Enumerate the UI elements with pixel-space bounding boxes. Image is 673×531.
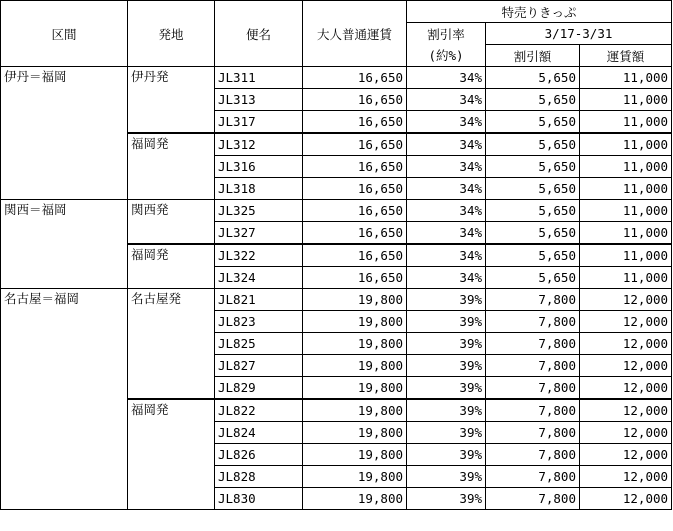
discount-rate: 34% (407, 89, 486, 111)
flight-number: JL821 (215, 289, 303, 311)
discount-amount: 7,800 (486, 355, 580, 377)
discount-rate: 39% (407, 289, 486, 311)
discount-rate: 34% (407, 178, 486, 200)
flight-number: JL828 (215, 466, 303, 488)
discount-amount: 7,800 (486, 444, 580, 466)
flight-number: JL829 (215, 377, 303, 400)
header-period: 3/17-3/31 (486, 23, 672, 45)
discount-amount: 7,800 (486, 466, 580, 488)
flight-number: JL316 (215, 156, 303, 178)
fare-amount: 12,000 (580, 444, 672, 466)
table-row (1, 289, 672, 311)
fare-amount: 11,000 (580, 89, 672, 111)
discount-rate: 39% (407, 355, 486, 377)
header-discount-rate-label: 割引率 (427, 26, 465, 42)
flight-number: JL826 (215, 444, 303, 466)
header-origin: 発地 (128, 1, 215, 67)
flight-number: JL827 (215, 355, 303, 377)
discount-rate: 34% (407, 156, 486, 178)
flight-number: JL322 (215, 244, 303, 267)
header-discount-amount: 割引額 (486, 45, 580, 67)
discount-rate: 39% (407, 466, 486, 488)
adult-fare: 16,650 (303, 67, 407, 89)
fare-amount: 12,000 (580, 333, 672, 355)
adult-fare: 19,800 (303, 333, 407, 355)
fare-amount: 12,000 (580, 355, 672, 377)
fare-amount: 12,000 (580, 488, 672, 510)
discount-rate: 34% (407, 67, 486, 89)
discount-rate: 34% (407, 222, 486, 245)
adult-fare: 16,650 (303, 111, 407, 134)
flight-number: JL311 (215, 67, 303, 89)
discount-rate: 39% (407, 422, 486, 444)
flight-number: JL312 (215, 133, 303, 156)
discount-rate: 39% (407, 444, 486, 466)
adult-fare: 19,800 (303, 466, 407, 488)
adult-fare: 16,650 (303, 89, 407, 111)
discount-amount: 7,800 (486, 333, 580, 355)
discount-amount: 7,800 (486, 399, 580, 422)
adult-fare: 16,650 (303, 200, 407, 222)
fare-amount: 11,000 (580, 244, 672, 267)
discount-amount: 7,800 (486, 488, 580, 510)
header-discount-rate-unit: (約%) (407, 45, 486, 67)
origin-cell: 福岡発 (128, 133, 215, 200)
discount-rate: 39% (407, 488, 486, 510)
fare-amount: 12,000 (580, 377, 672, 400)
discount-amount: 5,650 (486, 111, 580, 134)
discount-rate: 34% (407, 267, 486, 289)
flight-number: JL822 (215, 399, 303, 422)
flight-number: JL318 (215, 178, 303, 200)
adult-fare: 19,800 (303, 399, 407, 422)
fare-amount: 12,000 (580, 422, 672, 444)
discount-amount: 5,650 (486, 133, 580, 156)
adult-fare: 16,650 (303, 222, 407, 245)
discount-amount: 5,650 (486, 200, 580, 222)
flight-number: JL825 (215, 333, 303, 355)
header-section: 区間 (1, 1, 128, 67)
fare-amount: 11,000 (580, 267, 672, 289)
header-special-ticket: 特売りきっぷ (407, 1, 672, 23)
flight-number: JL313 (215, 89, 303, 111)
discount-amount: 7,800 (486, 311, 580, 333)
discount-rate: 34% (407, 244, 486, 267)
header-discount-rate (407, 23, 486, 45)
discount-rate: 34% (407, 133, 486, 156)
adult-fare: 19,800 (303, 311, 407, 333)
discount-rate: 34% (407, 111, 486, 134)
adult-fare: 16,650 (303, 178, 407, 200)
origin-cell: 名古屋発 (128, 289, 215, 400)
fare-amount: 11,000 (580, 133, 672, 156)
discount-amount: 5,650 (486, 222, 580, 245)
discount-amount: 7,800 (486, 289, 580, 311)
discount-amount: 5,650 (486, 156, 580, 178)
discount-rate: 39% (407, 333, 486, 355)
fare-amount: 12,000 (580, 311, 672, 333)
origin-cell: 福岡発 (128, 399, 215, 510)
discount-amount: 7,800 (486, 422, 580, 444)
adult-fare: 19,800 (303, 422, 407, 444)
flight-number: JL317 (215, 111, 303, 134)
adult-fare: 19,800 (303, 355, 407, 377)
flight-number: JL823 (215, 311, 303, 333)
fare-amount: 11,000 (580, 222, 672, 245)
discount-rate: 39% (407, 399, 486, 422)
discount-rate: 39% (407, 311, 486, 333)
origin-cell: 伊丹発 (128, 67, 215, 134)
table-row (1, 67, 672, 89)
adult-fare: 16,650 (303, 156, 407, 178)
fare-amount: 12,000 (580, 466, 672, 488)
route-cell: 関西＝福岡 (1, 200, 128, 289)
fare-amount: 11,000 (580, 67, 672, 89)
route-cell: 名古屋＝福岡 (1, 289, 128, 510)
adult-fare: 16,650 (303, 267, 407, 289)
discount-amount: 5,650 (486, 267, 580, 289)
table-row (1, 200, 672, 222)
discount-rate: 39% (407, 377, 486, 400)
origin-cell: 関西発 (128, 200, 215, 245)
fare-amount: 11,000 (580, 111, 672, 134)
adult-fare: 16,650 (303, 133, 407, 156)
route-cell: 伊丹＝福岡 (1, 67, 128, 200)
header-flight: 便名 (215, 1, 303, 67)
header-adult-fare: 大人普通運賃 (303, 1, 407, 67)
fare-table-body (1, 67, 672, 510)
header-fare-amount: 運賃額 (580, 45, 672, 67)
discount-amount: 7,800 (486, 377, 580, 400)
adult-fare: 19,800 (303, 488, 407, 510)
fare-amount: 12,000 (580, 289, 672, 311)
flight-number: JL830 (215, 488, 303, 510)
adult-fare: 19,800 (303, 377, 407, 400)
origin-cell: 福岡発 (128, 244, 215, 289)
discount-amount: 5,650 (486, 89, 580, 111)
flight-number: JL325 (215, 200, 303, 222)
discount-rate: 34% (407, 200, 486, 222)
discount-amount: 5,650 (486, 67, 580, 89)
fare-amount: 11,000 (580, 200, 672, 222)
adult-fare: 19,800 (303, 289, 407, 311)
flight-number: JL324 (215, 267, 303, 289)
discount-amount: 5,650 (486, 178, 580, 200)
fare-amount: 11,000 (580, 156, 672, 178)
flight-number: JL327 (215, 222, 303, 245)
flight-number: JL824 (215, 422, 303, 444)
adult-fare: 16,650 (303, 244, 407, 267)
adult-fare: 19,800 (303, 444, 407, 466)
discount-amount: 5,650 (486, 244, 580, 267)
fare-amount: 11,000 (580, 178, 672, 200)
fare-amount: 12,000 (580, 399, 672, 422)
